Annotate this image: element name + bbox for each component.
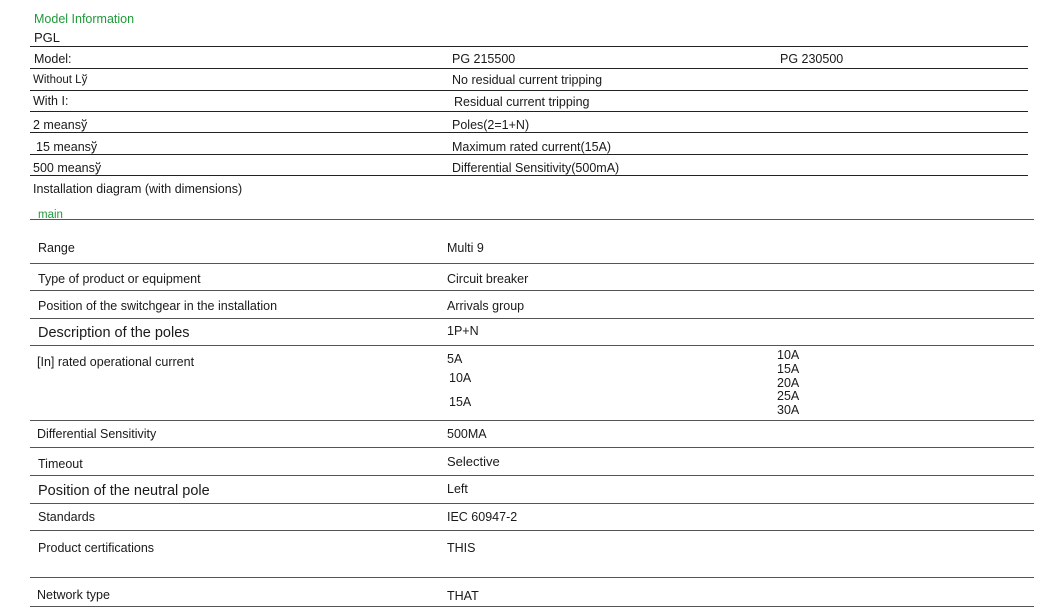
network-type-label: Network type (37, 588, 110, 602)
divider (30, 475, 1034, 476)
range-value: Multi 9 (447, 241, 484, 255)
installation-diagram-label: Installation diagram (with dimensions) (33, 182, 243, 196)
rated-current-value: 25A (777, 389, 800, 404)
divider (30, 318, 1034, 319)
poles-code-value: Poles(2=1+N) (452, 118, 530, 132)
product-certifications-value: THIS (447, 541, 476, 555)
poles-description-value: 1P+N (447, 324, 479, 338)
current-code-label: 15 meansў (36, 140, 98, 154)
product-type-value: Circuit breaker (447, 272, 529, 286)
section-heading-model-information: Model Information (34, 12, 135, 26)
timeout-label: Timeout (38, 457, 83, 471)
rated-current-value: 10A (777, 348, 800, 362)
divider (30, 420, 1034, 421)
with-value: Residual current tripping (454, 95, 590, 109)
rated-current-value: 10A (449, 371, 472, 385)
rated-current-value: 5A (447, 352, 463, 366)
model-value-1: PG 215500 (452, 52, 516, 66)
rated-current-value: 20A (777, 375, 800, 390)
section-heading-main: main (38, 209, 63, 221)
divider (30, 90, 1028, 91)
timeout-value: Selective (447, 454, 500, 469)
divider (30, 68, 1028, 69)
divider (30, 447, 1034, 448)
without-label: Without Lў (33, 74, 88, 86)
current-code-value: Maximum rated current(15A) (452, 140, 612, 154)
divider (30, 263, 1034, 264)
product-type-label: Type of product or equipment (38, 272, 201, 286)
neutral-pole-position-label: Position of the neutral pole (38, 483, 210, 499)
divider (30, 577, 1034, 578)
range-label: Range (38, 241, 75, 255)
divider (30, 175, 1028, 176)
model-label: Model: (34, 52, 72, 66)
switchgear-position-value: Arrivals group (447, 299, 525, 313)
model-value-2: PG 230500 (780, 52, 844, 66)
rated-current-value: 15A (449, 395, 472, 409)
rated-current-value: 15A (777, 361, 800, 376)
with-label: With I: (33, 94, 69, 108)
divider (30, 46, 1028, 47)
poles-description-label: Description of the poles (38, 325, 190, 341)
poles-code-label: 2 meansў (33, 118, 88, 132)
brand-label: PGL (34, 30, 61, 45)
standards-value: IEC 60947-2 (447, 510, 518, 524)
differential-sensitivity-label: Differential Sensitivity (37, 427, 157, 441)
differential-sensitivity-value: 500MA (447, 427, 487, 441)
divider (30, 530, 1034, 531)
rated-current-value: 30A (777, 403, 800, 418)
switchgear-position-label: Position of the switchgear in the installation (38, 299, 278, 313)
sensitivity-code-value: Differential Sensitivity(500mA) (452, 161, 620, 175)
rated-current-values-column (777, 349, 799, 418)
divider (30, 606, 1034, 607)
neutral-pole-position-value: Left (447, 482, 468, 496)
divider (30, 219, 1034, 220)
rated-current-label: [In] rated operational current (37, 355, 195, 369)
divider (30, 132, 1028, 133)
divider (30, 290, 1034, 291)
divider (30, 503, 1034, 504)
standards-label: Standards (38, 510, 95, 524)
without-value: No residual current tripping (452, 73, 603, 87)
divider (30, 345, 1034, 346)
sensitivity-code-label: 500 meansў (33, 161, 102, 175)
product-certifications-label: Product certifications (38, 541, 155, 555)
divider (30, 154, 1028, 155)
divider (30, 111, 1028, 112)
network-type-value: THAT (447, 589, 479, 603)
